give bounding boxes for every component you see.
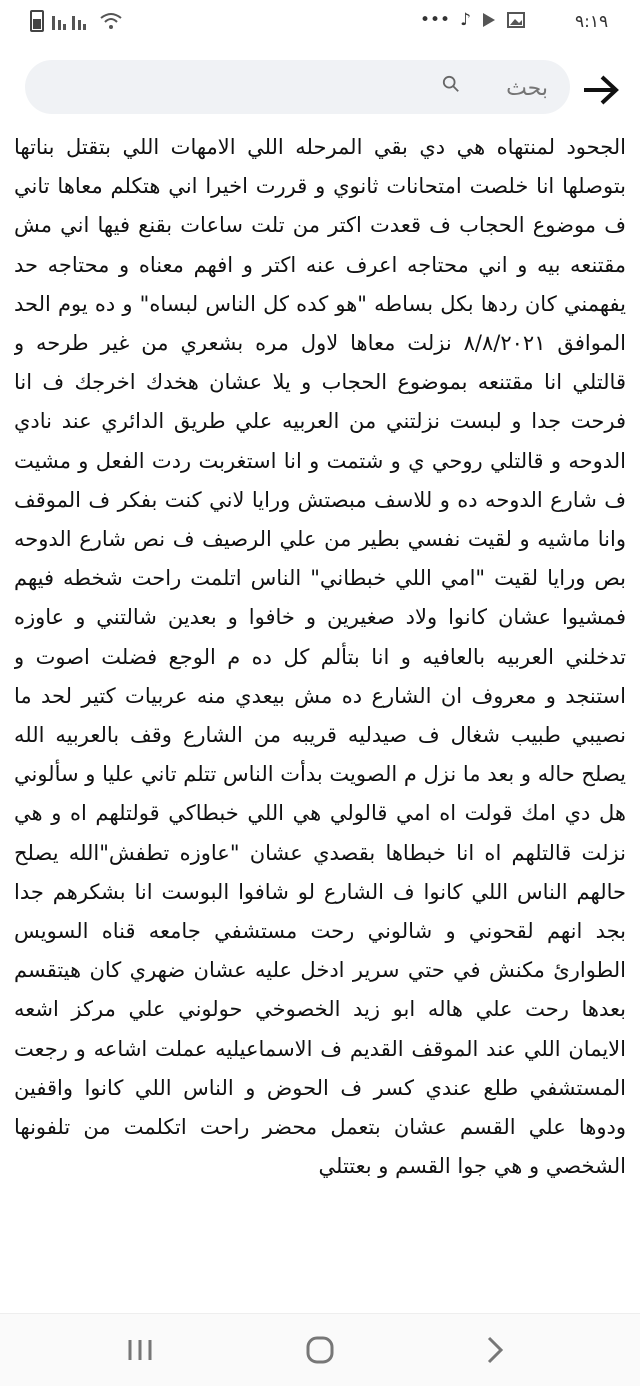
post-text: الجحود لمنتهاه هي دي بقي المرحله اللي الامهات اللي بتقتل بناتها بتوصلها انا خلصت امتحانات ثانوي و قررت اخيرا اني هتكلم معاها تاني ف موضوع الحجاب ف قعدت اكتر من تلت ساعات بقنع فيها اني مش مقتنعه بيه و اني محتاجه اعرف عنه اكتر و افهم معناه و محتاجه حد يفهمني كان ردها بكل بساطه "هو كده كل الناس لبساه" و ده يوم الحد الموافق ٨/٨/٢٠٢١ نزلت معاها لاول مره بشعري من غير طرحه و قالتلي انا مقتنعه بموضوع الحجاب و يلا عشان هخدك اخرجك ف انا فرحت جدا و لبست نزلتني من العربيه علي طريق الدائري عند نادي الدوحه و قالتلي روحي ي و شتمت و انا استغربت ردت الفعل و مشيت ف شارع الدوحه ده و للاسف مبصتش ورايا لاني كنت بفكر ف الموقف وانا ماشيه و لقيت نفسي بطير من علي الرصيف ف نص شارع الدوحه بص ورايا لقيت "امي اللي خبطاني" الناس اتلمت راحت شخطه فيهم فمشيوا عشان كانوا ولاد صغيرين و خافوا و بعدين شالتني و عاوزه تدخلني العربيه بالعافيه و انا بتألم كل ده م الوجع فضلت اصوت و استنجد و معروف ان الشارع ده مش بيعدي منه عربيات كتير لحد ما نصيبي طبيب شغال ف صيدليه قريبه من الشارع وقف بالعربيه الله يصلح حاله و بعد ما نزل م الصويت بدأت الناس تتلم تاني عليا و سألوني هل دي امك قولت اه امي قالولي هي اللي خبطاكي قولتلهم اه و هي نزلت قالتلهم اه انا خبطاها بقصدي عشان "عاوزه تطفش"الله يصلح حالهم الناس اللي كانوا ف الشارع لو شافوا البوست انا بشكرهم جدا بجد انهم لقحوني و شالوني رحت مستشفي جامعه قناه السويس الطوارئ مكنش في حتي سرير ادخل عليه عشان ضهري كان هيتقسم بعدها رحت علي هاله ابو زيد الخصوخي حولوني علي مركز اشعه الايمان اللي عند الموقف القديم ف الاسماعيليه عملت اشاعه و رجعت المستشفي طلع عندي كسر ف الحوض و الناس اللي كانوا واقفين ودوها علي القسم عشان بتعمل محضر راحت اتكلمت من تلفونها الشخصي و هي جوا القسم و بعتتلي	[14, 135, 626, 1179]
back-arrow-icon[interactable]	[580, 72, 620, 108]
signal-icon	[52, 12, 92, 30]
recent-apps-icon[interactable]	[120, 1332, 160, 1368]
signal-group	[30, 10, 122, 32]
more-dots-icon: •••	[420, 10, 451, 30]
post-content	[14, 128, 626, 1314]
tiktok-icon: ♪	[460, 10, 471, 30]
notification-icons	[420, 10, 525, 30]
gallery-icon	[507, 12, 525, 28]
home-icon[interactable]	[300, 1332, 340, 1368]
search-bar[interactable]	[25, 60, 570, 114]
wifi-icon	[100, 12, 122, 30]
search-input[interactable]	[66, 60, 550, 116]
status-bar	[0, 0, 640, 48]
battery-icon	[30, 10, 44, 32]
nav-back-icon[interactable]	[475, 1332, 515, 1368]
status-time: ٩:١٩	[575, 12, 609, 32]
play-icon	[481, 12, 497, 28]
navigation-bar	[0, 1313, 640, 1386]
search-header	[0, 50, 640, 130]
